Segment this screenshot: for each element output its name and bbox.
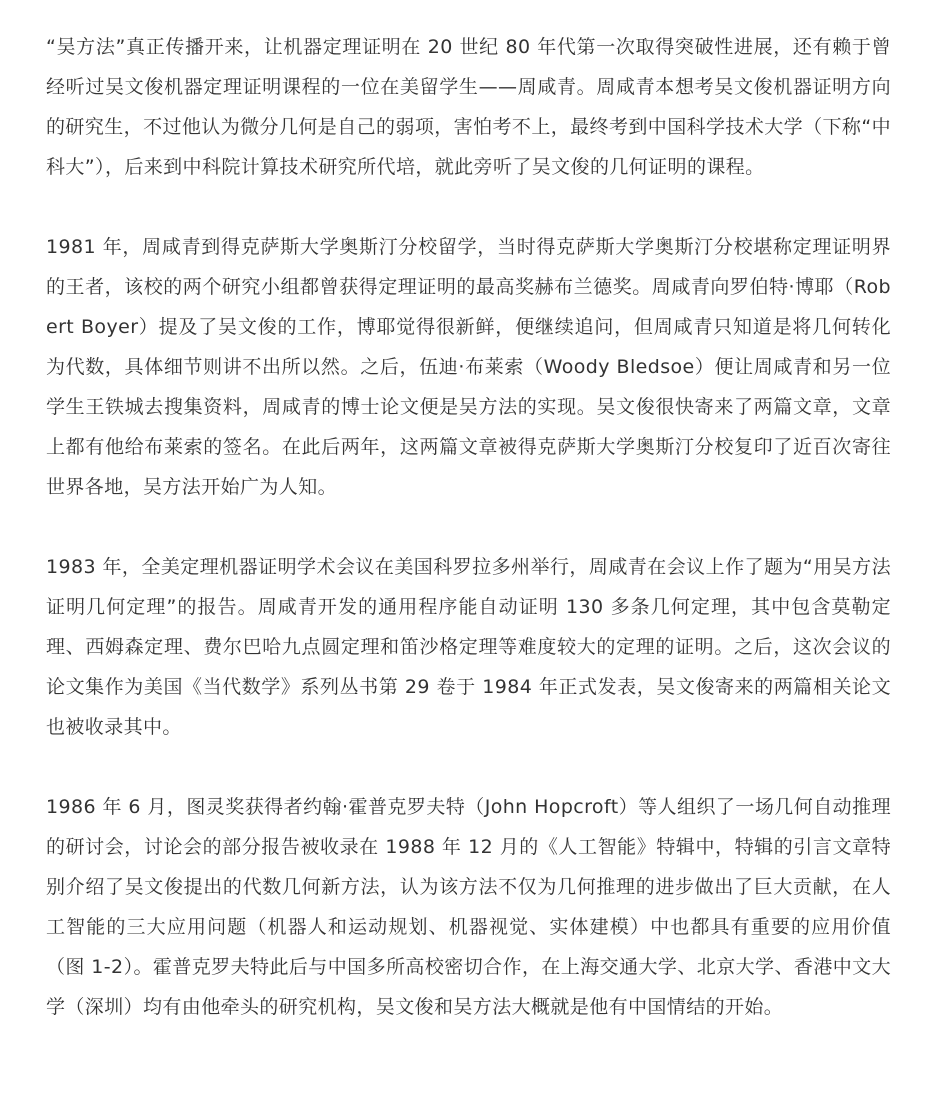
paragraph-wu-method-spread: “吴方法”真正传播开来，让机器定理证明在 20 世纪 80 年代第一次取得突破性进展，还有赖于曾经听过吴文俊机器定理证明课程的一位在美留学生——周咸青。周咸青本想考吴文俊机器证明方向的研究生，不过他认为微分几何是自己的弱项，害怕考不上，最终考到中国科学技术大学（下称“中科大”），后来到中科院计算技术研究所代培，就此旁听了吴文俊的几何证明的课程。 bbox=[46, 36, 891, 178]
paragraph-1983-conference: 1983 年，全美定理机器证明学术会议在美国科罗拉多州举行，周咸青在会议上作了题为“用吴方法证明几何定理”的报告。周咸青开发的通用程序能自动证明 130 多条几何定理，其中包含莫勒定理、西姆森定理、费尔巴哈九点圆定理和笛沙格定理等难度较大的定理的证明。之后，这次会议的论文集作为美国《当代数学》系列丛书第 29 卷于 1984 年正式发表，吴文俊寄来的两篇相关论文也被收录其中。 bbox=[46, 556, 891, 738]
paragraph-1986-workshop: 1986 年 6 月，图灵奖获得者约翰·霍普克罗夫特（John Hopcroft）等人组织了一场几何自动推理的研讨会，讨论会的部分报告被收录在 1988 年 12 月的《人工智能》特辑中，特辑的引言文章特别介绍了吴文俊提出的代数几何新方法，认为该方法不仅为几何推理的进步做出了巨大贡献，在人工智能的三大应用问题（机器人和运动规划、机器视觉、实体建模）中也都具有重要的应用价值（图 1-2）。霍普克罗夫特此后与中国多所高校密切合作，在上海交通大学、北京大学、香港中文大学（深圳）均有由他牵头的研究机构，吴文俊和吴方法大概就是他有中国情结的开始。 bbox=[46, 796, 891, 1018]
paragraph-1981-texas: 1981 年，周咸青到得克萨斯大学奥斯汀分校留学，当时得克萨斯大学奥斯汀分校堪称定理证明界的王者，该校的两个研究小组都曾获得定理证明的最高奖赫布兰德奖。周咸青向罗伯特·博耶（Robert Boyer）提及了吴文俊的工作，博耶觉得很新鲜，便继续追问，但周咸青只知道是将几何转化为代数，具体细节则讲不出所以然。之后，伍迪·布莱索（Woody Bledsoe）便让周咸青和另一位学生王铁城去搜集资料，周咸青的博士论文便是吴方法的实现。吴文俊很快寄来了两篇文章，文章上都有他给布莱索的签名。在此后两年，这两篇文章被得克萨斯大学奥斯汀分校复印了近百次寄往世界各地，吴方法开始广为人知。 bbox=[46, 236, 891, 498]
